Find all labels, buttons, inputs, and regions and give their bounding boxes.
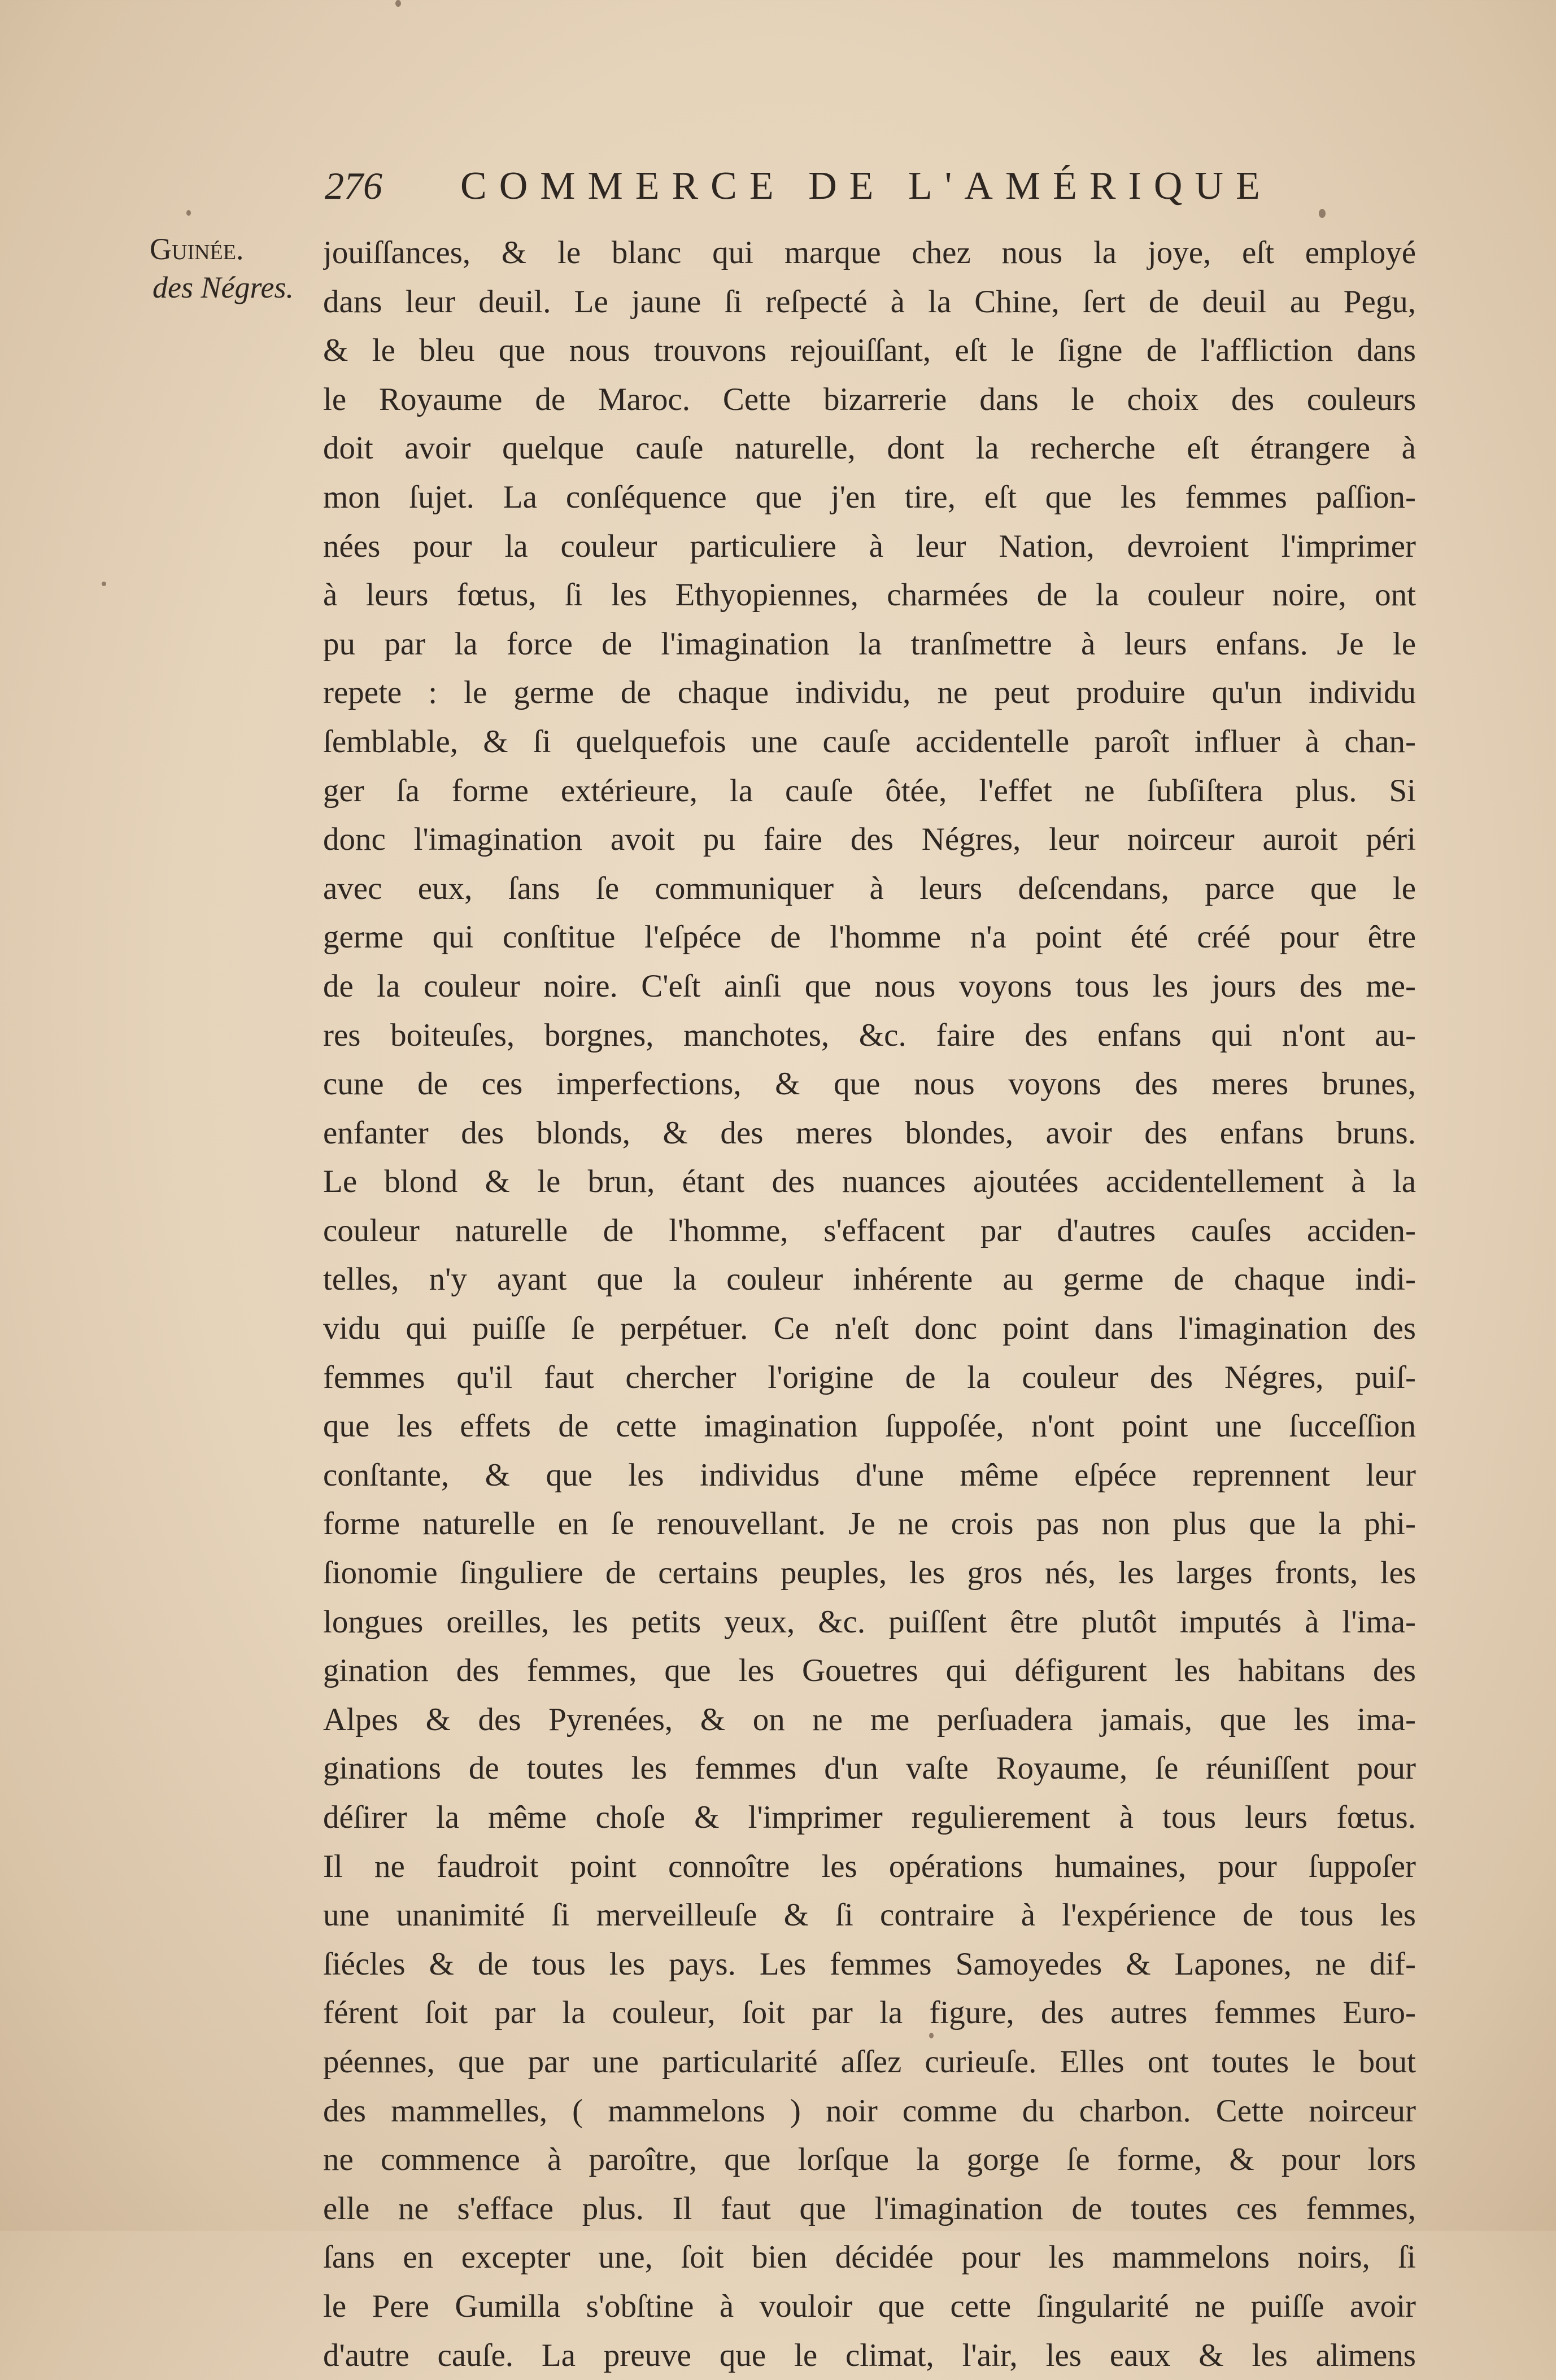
text-line: & le bleu que nous trouvons rejouiſſant, eſt le ſigne de l'affliction dans xyxy=(323,333,1416,369)
text-line: elle ne s'efface plus. Il faut que l'imagination de toutes ces femmes, xyxy=(323,2190,1416,2226)
text-line: Alpes & des Pyrenées, & on ne me perſuadera jamais, que les ima- xyxy=(323,1701,1416,1737)
text-line: couleur naturelle de l'homme, s'effacent par d'autres cauſes acciden- xyxy=(323,1212,1416,1248)
text-line: ger ſa forme extérieure, la cauſe ôtée, l'effet ne ſubſiſtera plus. Si xyxy=(323,772,1416,809)
text-line: gination des femmes, que les Gouetres qui défigurent les habitans des xyxy=(323,1653,1416,1689)
text-line: péennes, que par une particularité aſſez curieuſe. Elles ont toutes le bout xyxy=(323,2043,1416,2080)
text-line: dans leur deuil. Le jaune ſi reſpecté à la Chine, ſert de deuil au Pegu, xyxy=(323,283,1416,320)
margin-note-des-negres: des Négres. xyxy=(152,270,294,304)
text-line: que les effets de cette imagination ſuppoſée, n'ont point une ſucceſſion xyxy=(323,1408,1416,1444)
text-line: repete : le germe de chaque individu, ne peut produire qu'un individu xyxy=(323,675,1416,711)
ink-spot xyxy=(102,582,106,586)
text-line: des mammelles, ( mammelons ) noir comme du charbon. Cette noirceur xyxy=(323,2093,1416,2129)
text-line: le Royaume de Maroc. Cette bizarrerie dans le choix des couleurs xyxy=(323,381,1416,417)
ink-spot xyxy=(186,210,191,216)
text-line: telles, n'y ayant que la couleur inhérente au germe de chaque indi- xyxy=(323,1261,1416,1298)
text-line: ſans en excepter une, ſoit bien décidée pour les mammelons noirs, ſi xyxy=(323,2239,1416,2276)
text-line: déſirer la même choſe & l'imprimer regulierement à tous leurs fœtus. xyxy=(323,1800,1416,1835)
text-line: férent ſoit par la couleur, ſoit par la figure, des autres femmes Euro- xyxy=(323,1995,1416,2031)
text-line: pu par la force de l'imagination la tranſmettre à leurs enfans. Je le xyxy=(323,626,1416,662)
text-line: germe qui conſtitue l'eſpéce de l'homme n'a point été créé pour être xyxy=(323,919,1416,955)
text-line: mon ſujet. La conſéquence que j'en tire, eſt que les femmes paſſion- xyxy=(323,479,1416,515)
running-header xyxy=(316,164,1423,215)
text-line: res boiteuſes, borgnes, manchotes, &c. faire des enfans qui n'ont au- xyxy=(323,1017,1416,1053)
ink-spot xyxy=(1319,209,1326,218)
text-line: nées pour la couleur particuliere à leur Nation, devroient l'imprimer xyxy=(323,528,1416,564)
running-title: COMMERCE DE L'AMÉRIQUE xyxy=(460,164,1272,208)
text-line: ſiécles & de tous les pays. Les femmes Samoyedes & Lapones, ne dif- xyxy=(323,1946,1416,1982)
body-text xyxy=(323,229,1416,2380)
text-line: forme naturelle en ſe renouvellant. Je ne crois pas non plus que la phi- xyxy=(323,1506,1416,1542)
text-line: de la couleur noire. C'eſt ainſi que nous voyons tous les jours des me- xyxy=(323,968,1416,1004)
text-line: ſionomie ſinguliere de certains peuples, les gros nés, les larges fronts, les xyxy=(323,1555,1416,1591)
text-line: d'autre cauſe. La preuve que le climat, l'air, les eaux & les alimens xyxy=(323,2337,1416,2373)
text-line: doit avoir quelque cauſe naturelle, dont la recherche eſt étrangere à xyxy=(323,430,1416,466)
text-line: longues oreilles, les petits yeux, &c. puiſſent être plutôt imputés à l'ima- xyxy=(323,1604,1416,1640)
margin-note-guinee: Guinée. xyxy=(150,232,244,266)
text-line: ſemblable, & ſi quelquefois une cauſe accidentelle paroît influer à chan- xyxy=(323,723,1416,759)
text-line: femmes qu'il faut chercher l'origine de la couleur des Négres, puiſ- xyxy=(323,1359,1416,1395)
text-line: Le blond & le brun, étant des nuances ajoutées accidentellement à la xyxy=(323,1164,1416,1200)
text-line: à leurs fœtus, ſi les Ethyopiennes, charmées de la couleur noire, ont xyxy=(323,577,1416,613)
text-line: Il ne faudroit point connoître les opérations humaines, pour ſuppoſer xyxy=(323,1848,1416,1884)
text-line: une unanimité ſi merveilleuſe & ſi contraire à l'expérience de tous les xyxy=(323,1897,1416,1933)
text-line: ginations de toutes les femmes d'un vaſte Royaume, ſe réuniſſent pour xyxy=(323,1750,1416,1787)
text-line: jouiſſances, & le blanc qui marque chez nous la joye, eſt employé xyxy=(323,235,1416,270)
text-line: enfanter des blonds, & des meres blondes, avoir des enfans bruns. xyxy=(323,1115,1416,1151)
text-line: le Pere Gumilla s'obſtine à vouloir que cette ſingularité ne puiſſe avoir xyxy=(323,2288,1416,2324)
text-line: donc l'imagination avoit pu faire des Négres, leur noirceur auroit péri xyxy=(323,822,1416,858)
text-line: ne commence à paroître, que lorſque la gorge ſe forme, & pour lors xyxy=(323,2142,1416,2178)
text-line: conſtante, & que les individus d'une même eſpéce reprennent leur xyxy=(323,1457,1416,1493)
text-line: vidu qui puiſſe ſe perpétuer. Ce n'eſt donc point dans l'imagination des xyxy=(323,1311,1416,1347)
ink-spot xyxy=(395,0,401,7)
text-line: cune de ces imperfections, & que nous voyons des meres brunes, xyxy=(323,1066,1416,1102)
page-number: 276 xyxy=(325,164,382,207)
text-line: avec eux, ſans ſe communiquer à leurs deſcendans, parce que le xyxy=(323,870,1416,906)
ink-spot xyxy=(929,2033,934,2038)
